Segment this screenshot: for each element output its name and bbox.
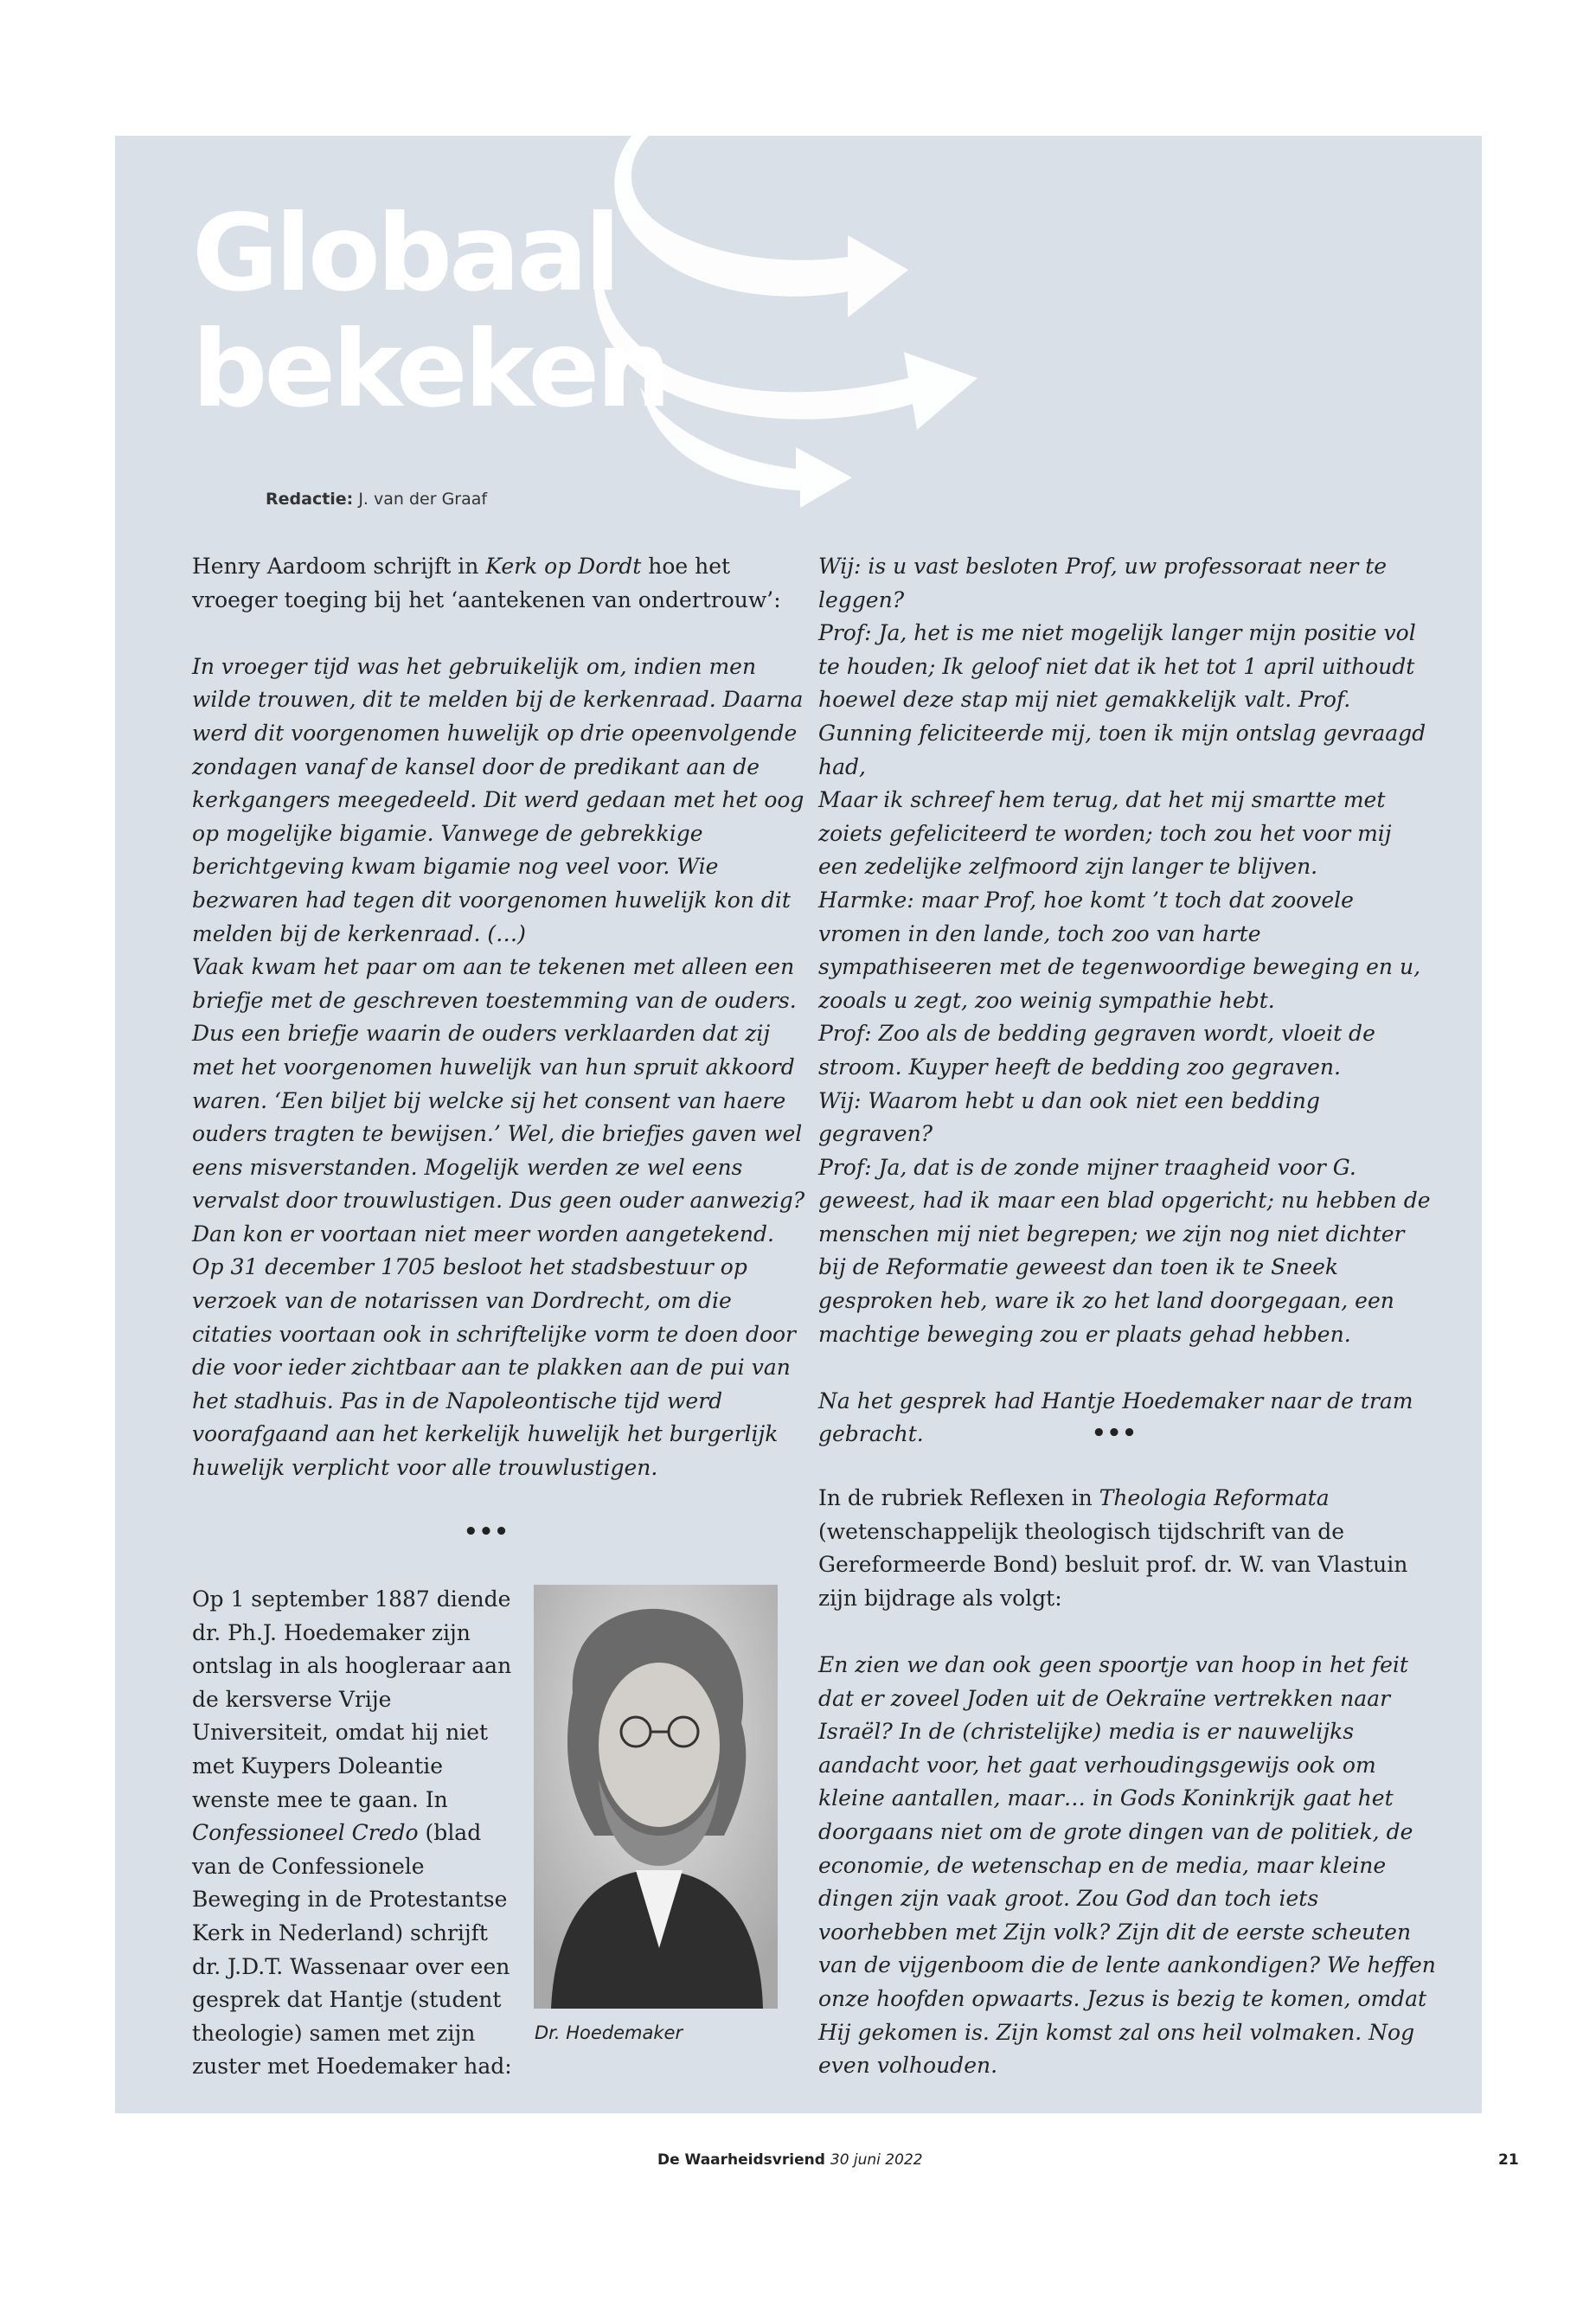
publication-date: 30 juni 2022 xyxy=(830,2151,923,2169)
hoedemaker-text-start: Op 1 september 1887 diende dr. Ph.J. Hoedemaker zijn ontslag in als hoogleraar aan de kersverse Vrije Universiteit, omdat hij niet met Kuypers Doleantie wenste mee te gaan. In xyxy=(192,1586,512,1812)
intro-text: Henry Aardoom schrijft in xyxy=(192,554,486,579)
dialogue-line: Harmke: maar Prof, hoe komt ’t toch dat zoovele vromen in den lande, toch zoo van harte sympathiseeren met de tegenwoordige beweging en u, zooals u zegt, zoo weinig sympathie hebt. xyxy=(818,887,1421,1013)
quote-paragraph: Op 31 december 1705 besloot het stadsbestuur op verzoek van de notarissen van Dordrecht, om die citaties voortaan ook in schriftelijke vorm te doen door die voor ieder zichtbaar aan te plakken aan de pui van het stadhuis. Pas in de Napoleontische tijd werd voorafgaand aan het kerkelijk huwelijk het burgerlijk huwelijk verplicht voor alle trouwlustigen. xyxy=(192,1254,797,1481)
footer-publication xyxy=(657,2151,923,2169)
dialogue-line: Prof: Zoo als de bedding gegraven wordt, vloeit de stroom. Kuyper heeft de bedding zoo gegraven. xyxy=(818,1021,1375,1080)
reflexen-intro xyxy=(818,1482,1437,1615)
dialogue-line: Maar ik schreef hem terug, dat het mij smartte met zoiets gefeliciteerd te worden; toch zou het voor mij een zedelijke zelfmoord zijn langer te blijven. xyxy=(818,787,1392,880)
reflexen-text-end: (wetenschappelijk theologisch tijdschrift van de Gereformeerde Bond) besluit prof. dr. W. van Vlastuin zijn bijdrage als volgt: xyxy=(818,1518,1408,1611)
publication-name: De Waarheidsvriend xyxy=(657,2151,825,2169)
left-column xyxy=(192,550,815,1485)
page-title xyxy=(192,192,669,431)
quote-paragraph: In vroeger tijd was het gebruikelijk om, indien men wilde trouwen, dit te melden bij de kerkenraad. Daarna werd dit voorgenomen huwelijk op drie opeenvolgende zondagen vanaf de kansel door de predikant aan de kerkgangers meegedeeld. Dit werd gedaan met het oog op mogelijke bigamie. Vanwege de gebrekkige berichtgeving kwam bigamie nog veel voor. Wie bezwaren had tegen dit voorgenomen huwelijk kon dit melden bij de kerkenraad. (…) xyxy=(192,653,804,946)
source-title: Confessioneel Credo xyxy=(192,1820,419,1846)
byline xyxy=(266,490,487,509)
byline-label: Redactie: xyxy=(266,490,354,509)
photo-caption: Dr. Hoedemaker xyxy=(535,2022,683,2043)
reflexen-text: In de rubriek Reflexen in xyxy=(818,1485,1099,1510)
dialogue-line: Prof: Ja, het is me niet mogelijk langer mijn positie vol te houden; Ik geloof niet dat ik het tot 1 april uithoudt hoewel deze stap mij niet gemakkelijk valt. Prof. Gunning feliciteerde mij, toen ik mijn ontslag gevraagd had, xyxy=(818,620,1426,779)
title-line-2: bekeken xyxy=(192,308,669,431)
source-title: Theologia Reformata xyxy=(1099,1485,1330,1510)
hoedemaker-paragraph xyxy=(192,1583,521,2084)
title-line-1: Globaal xyxy=(192,192,618,315)
hoedemaker-text-end: (blad van de Confessionele Beweging in de Protestantse Kerk in Nederland) schrijft dr. J.D.T. Wassenaar over een gesprek dat Hantje (student theologie) samen met zijn zuster met Hoedemaker had: xyxy=(192,1820,512,2080)
source-title: Kerk op Dordt xyxy=(485,554,642,579)
byline-name: J. van der Graaf xyxy=(353,490,488,509)
intro-text-end: hoe het vroeger toeging bij het ‘aantekenen van ondertrouw’: xyxy=(192,554,781,612)
dialogue-line: Wij: Waarom hebt u dan ook niet een bedding gegraven? xyxy=(818,1087,1320,1147)
hoedemaker-text xyxy=(192,1583,521,2084)
section-separator: ••• xyxy=(1092,1420,1138,1446)
right-column-dialogue xyxy=(818,550,1437,1452)
section-separator: ••• xyxy=(464,1519,510,1545)
after-dialogue: Na het gesprek had Hantje Hoedemaker naar de tram gebracht. xyxy=(818,1388,1413,1447)
dialogue-line: Wij: is u vast besloten Prof, uw professoraat neer te leggen? xyxy=(818,554,1388,612)
right-column-reflexen xyxy=(818,1482,1437,2083)
portrait-photo xyxy=(534,1585,778,2009)
reflexen-quote: En zien we dan ook geen spoortje van hoop in het feit dat er zoveel Joden uit de Oekraïne vertrekken naar Israël? In de (christelijke) media is er nauwelijks aandacht voor, het gaat verhoudingsgewijs ook om kleine aantallen, maar… in Gods Koninkrijk gaat het doorgaans niet om de grote dingen van de politiek, de economie, de wetenschap en de media, maar kleine dingen zijn vaak groot. Zou God dan toch iets voorhebben met Zijn volk? Zijn dit de eerste scheuten van de vijgenboom die de lente aankondigen? We heffen onze hoofden opwaarts. Jezus is bezig te komen, omdat Hij gekomen is. Zijn komst zal ons heil volmaken. Nog even volhouden. xyxy=(818,1651,1436,2079)
dialogue-line: Prof: Ja, dat is de zonde mijner traagheid voor G. geweest, had ik maar een blad opgericht; nu hebben de menschen mij niet begrepen; we zijn nog niet dichter bij de Reformatie geweest dan toen ik te Sneek gesproken heb, ware ik zo het land doorgegaan, een machtige beweging zou er plaats gehad hebben. xyxy=(818,1154,1431,1347)
quote-paragraph: Vaak kwam het paar om aan te tekenen met alleen een briefje met de geschreven toestemming van de ouders. Dus een briefje waarin de ouders verklaarden dat zij met het voorgenomen huwelijk van hun spruit akkoord waren. ‘Een biljet bij welcke sij het consent van haere ouders tragten te bewijsen.’ Wel, die briefjes gaven wel eens misverstanden. Mogelijk werden ze wel eens vervalst door trouwlustigen. Dus geen ouder aanwezig? Dan kon er voortaan niet meer worden aangetekend. xyxy=(192,954,805,1247)
intro-paragraph xyxy=(192,550,815,617)
page-number: 21 xyxy=(1498,2151,1519,2169)
